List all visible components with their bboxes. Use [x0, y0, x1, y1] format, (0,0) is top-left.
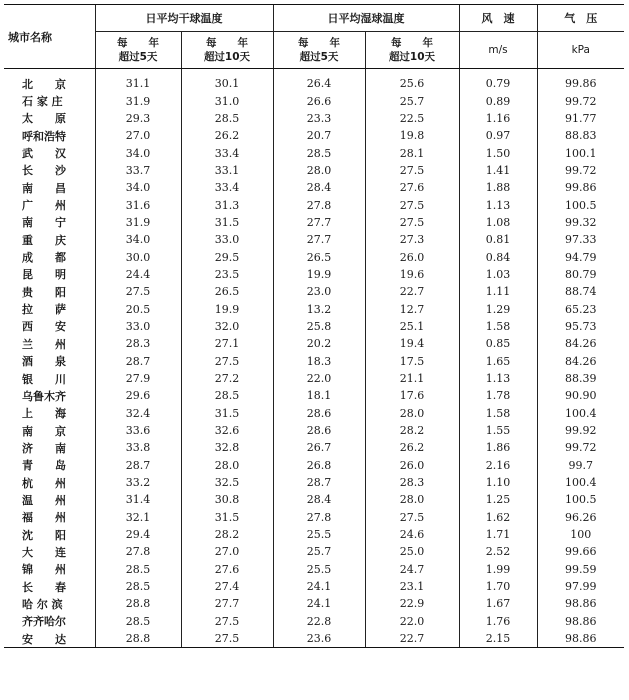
pressure-cell: 100.4 — [537, 405, 624, 422]
dry-bulb-10day-cell: 33.1 — [181, 162, 273, 179]
dry-bulb-10day-cell: 27.5 — [181, 353, 273, 370]
table-row — [4, 491, 624, 508]
wind-unit-header: m/s — [459, 32, 537, 69]
wet-bulb-5day-cell: 24.1 — [273, 578, 365, 595]
dry-bulb-5day-cell: 33.7 — [95, 162, 181, 179]
table-row — [4, 630, 624, 648]
header-row-2 — [4, 32, 624, 69]
wet-bulb-10day-cell: 24.7 — [365, 561, 459, 578]
wet-bulb-header: 日平均湿球温度 — [273, 5, 459, 32]
dry-bulb-10day-cell: 27.1 — [181, 335, 273, 352]
table-row — [4, 300, 624, 317]
dry-bulb-10day-cell: 31.3 — [181, 196, 273, 213]
dry-bulb-10day-cell: 31.5 — [181, 509, 273, 526]
city-name-cell: 西 安 — [22, 320, 66, 334]
wind-speed-cell: 0.85 — [459, 335, 537, 352]
wet-bulb-5day-cell: 25.8 — [273, 318, 365, 335]
table-row — [4, 266, 624, 283]
table-row — [4, 422, 624, 439]
pressure-cell: 88.39 — [537, 370, 624, 387]
pressure-cell: 84.26 — [537, 353, 624, 370]
pressure-cell: 98.86 — [537, 595, 624, 612]
wet-bulb-5day-cell: 18.1 — [273, 387, 365, 404]
table-row — [4, 335, 624, 352]
pressure-cell: 99.7 — [537, 457, 624, 474]
dry-bulb-10day-cell: 30.1 — [181, 69, 273, 93]
wet-bulb-10day-cell: 22.5 — [365, 110, 459, 127]
wet-bulb-5day-cell: 28.0 — [273, 162, 365, 179]
dry-bulb-10day-cell: 33.0 — [181, 231, 273, 248]
table-row — [4, 144, 624, 161]
table-row — [4, 248, 624, 265]
wind-speed-cell: 1.13 — [459, 370, 537, 387]
city-name-cell: 沈 阳 — [22, 528, 66, 542]
city-name-cell: 锦 州 — [22, 563, 66, 577]
dry-bulb-10day-cell: 27.4 — [181, 578, 273, 595]
wind-speed-cell: 1.16 — [459, 110, 537, 127]
dry-bulb-10day-cell: 32.8 — [181, 439, 273, 456]
wet-bulb-5day-cell: 20.7 — [273, 127, 365, 144]
dry-bulb-10day-cell: 32.6 — [181, 422, 273, 439]
dry-bulb-5day-cell: 27.5 — [95, 283, 181, 300]
wet-bulb-5day-cell: 22.0 — [273, 370, 365, 387]
dry-bulb-5day-cell: 34.0 — [95, 231, 181, 248]
pressure-cell: 99.59 — [537, 561, 624, 578]
table-row — [4, 110, 624, 127]
pressure-cell: 88.74 — [537, 283, 624, 300]
pressure-cell: 97.33 — [537, 231, 624, 248]
wet-bulb-5day-cell: 20.2 — [273, 335, 365, 352]
pressure-cell: 99.86 — [537, 69, 624, 93]
wind-speed-cell: 1.41 — [459, 162, 537, 179]
table-row — [4, 179, 624, 196]
dry-bulb-5day-cell: 28.3 — [95, 335, 181, 352]
wet-bulb-10day-cell: 22.7 — [365, 283, 459, 300]
pressure-cell: 95.73 — [537, 318, 624, 335]
dry-bulb-5day-cell: 31.1 — [95, 69, 181, 93]
wet-bulb-10day-cell: 27.5 — [365, 214, 459, 231]
wet-bulb-10day-cell: 28.2 — [365, 422, 459, 439]
wet-bulb-5day-cell: 25.5 — [273, 526, 365, 543]
dry-bulb-5day-cell: 28.5 — [95, 613, 181, 630]
wind-speed-header: 风 速 — [459, 5, 537, 32]
wet-bulb-10day-cell: 17.5 — [365, 353, 459, 370]
pressure-cell: 99.72 — [537, 92, 624, 109]
table-row — [4, 318, 624, 335]
wind-speed-cell: 2.16 — [459, 457, 537, 474]
wet-bulb-5day-cell: 28.6 — [273, 405, 365, 422]
climate-table-container — [4, 4, 624, 648]
dry-bulb-10day-cell: 29.5 — [181, 248, 273, 265]
wind-speed-cell: 1.55 — [459, 422, 537, 439]
pressure-cell: 99.72 — [537, 439, 624, 456]
wind-speed-cell: 2.15 — [459, 630, 537, 648]
wind-speed-cell: 1.29 — [459, 300, 537, 317]
dry-bulb-5day-cell: 28.5 — [95, 561, 181, 578]
dry-bulb-10day-cell: 23.5 — [181, 266, 273, 283]
city-name-cell: 长 沙 — [22, 164, 66, 178]
dry-bulb-10day-cell: 28.0 — [181, 457, 273, 474]
dry-bulb-5day-cell: 28.7 — [95, 457, 181, 474]
wind-speed-cell: 1.76 — [459, 613, 537, 630]
wet-bulb-10day-cell: 27.3 — [365, 231, 459, 248]
wet-bulb-5day-cell: 18.3 — [273, 353, 365, 370]
wet-bulb-10day-cell: 26.0 — [365, 248, 459, 265]
pressure-header: 气 压 — [537, 5, 624, 32]
dry-bulb-10day-cell: 26.2 — [181, 127, 273, 144]
wind-speed-cell: 1.88 — [459, 179, 537, 196]
wet-bulb-10day-cell: 17.6 — [365, 387, 459, 404]
dry-bulb-5day-cell: 34.0 — [95, 144, 181, 161]
dry-bulb-5day-header: 每 年 超过5天 — [95, 32, 181, 69]
table-row — [4, 231, 624, 248]
city-name-cell: 拉 萨 — [22, 303, 66, 317]
table-row — [4, 283, 624, 300]
wind-speed-cell: 1.78 — [459, 387, 537, 404]
pressure-cell: 100.4 — [537, 474, 624, 491]
wet-bulb-10day-cell: 19.4 — [365, 335, 459, 352]
wind-speed-cell: 0.84 — [459, 248, 537, 265]
wet-bulb-10day-cell: 25.6 — [365, 69, 459, 93]
wind-speed-cell: 1.71 — [459, 526, 537, 543]
wet-bulb-10day-cell: 27.5 — [365, 196, 459, 213]
pressure-cell: 98.86 — [537, 613, 624, 630]
wet-bulb-5day-cell: 23.3 — [273, 110, 365, 127]
pressure-cell: 88.83 — [537, 127, 624, 144]
pressure-cell: 65.23 — [537, 300, 624, 317]
dry-bulb-5day-cell: 28.8 — [95, 595, 181, 612]
city-name-cell: 福 州 — [22, 511, 66, 525]
city-name-cell: 北 京 — [22, 77, 66, 91]
header-row-1 — [4, 5, 624, 32]
table-row — [4, 196, 624, 213]
pressure-cell: 99.86 — [537, 179, 624, 196]
table-row — [4, 127, 624, 144]
table-row — [4, 92, 624, 109]
wet-bulb-10day-cell: 24.6 — [365, 526, 459, 543]
city-name-cell: 银 川 — [22, 372, 66, 386]
table-row — [4, 69, 624, 93]
wet-bulb-5day-cell: 28.4 — [273, 179, 365, 196]
wet-bulb-5day-cell: 28.5 — [273, 144, 365, 161]
city-name-cell: 安 达 — [4, 630, 95, 648]
dry-bulb-10day-cell: 27.5 — [181, 613, 273, 630]
dry-bulb-10day-cell: 31.5 — [181, 405, 273, 422]
wind-speed-cell: 1.03 — [459, 266, 537, 283]
wind-speed-cell: 1.86 — [459, 439, 537, 456]
dry-bulb-10day-cell: 19.9 — [181, 300, 273, 317]
dry-bulb-5day-cell: 33.2 — [95, 474, 181, 491]
climate-data-table — [4, 4, 624, 648]
dry-bulb-5day-cell: 34.0 — [95, 179, 181, 196]
dry-bulb-5day-cell: 27.0 — [95, 127, 181, 144]
dry-bulb-5day-cell: 31.9 — [95, 214, 181, 231]
wet-bulb-5day-cell: 25.5 — [273, 561, 365, 578]
wind-speed-cell: 1.99 — [459, 561, 537, 578]
pressure-cell: 100.5 — [537, 491, 624, 508]
wet-bulb-10day-cell: 28.0 — [365, 491, 459, 508]
wet-bulb-5day-cell: 23.6 — [273, 630, 365, 648]
wind-speed-cell: 1.11 — [459, 283, 537, 300]
dry-bulb-10day-cell: 31.5 — [181, 214, 273, 231]
city-name-cell: 南 京 — [22, 424, 66, 438]
wind-speed-cell: 1.10 — [459, 474, 537, 491]
pressure-cell: 99.72 — [537, 162, 624, 179]
city-name-cell: 长 春 — [22, 580, 66, 594]
wet-bulb-5day-cell: 27.7 — [273, 214, 365, 231]
table-body — [4, 69, 624, 648]
wet-bulb-10day-cell: 25.1 — [365, 318, 459, 335]
wind-speed-cell: 1.62 — [459, 509, 537, 526]
dry-bulb-10day-header: 每 年 超过10天 — [181, 32, 273, 69]
city-name-cell: 南 宁 — [22, 216, 66, 230]
table-row — [4, 387, 624, 404]
wet-bulb-10day-cell: 12.7 — [365, 300, 459, 317]
wind-speed-cell: 1.65 — [459, 353, 537, 370]
dry-bulb-10day-cell: 28.5 — [181, 110, 273, 127]
dry-bulb-10day-cell: 27.2 — [181, 370, 273, 387]
pressure-cell: 90.90 — [537, 387, 624, 404]
pressure-cell: 91.77 — [537, 110, 624, 127]
table-row — [4, 474, 624, 491]
dry-bulb-5day-cell: 24.4 — [95, 266, 181, 283]
wind-speed-cell: 1.50 — [459, 144, 537, 161]
pressure-cell: 100.1 — [537, 144, 624, 161]
wet-bulb-10day-cell: 25.0 — [365, 543, 459, 560]
wet-bulb-5day-cell: 28.6 — [273, 422, 365, 439]
wet-bulb-5day-cell: 25.7 — [273, 543, 365, 560]
city-name-cell: 昆 明 — [22, 268, 66, 282]
table-row — [4, 613, 624, 630]
table-row — [4, 353, 624, 370]
city-name-cell: 重 庆 — [22, 233, 66, 247]
pressure-cell: 100 — [537, 526, 624, 543]
wet-bulb-10day-cell: 26.2 — [365, 439, 459, 456]
wind-speed-cell: 0.79 — [459, 69, 537, 93]
dry-bulb-10day-cell: 27.7 — [181, 595, 273, 612]
dry-bulb-5day-cell: 27.8 — [95, 543, 181, 560]
wet-bulb-5day-cell: 26.4 — [273, 69, 365, 93]
city-name-cell: 杭 州 — [22, 476, 66, 490]
city-name-cell: 成 都 — [22, 251, 66, 265]
wind-speed-cell: 2.52 — [459, 543, 537, 560]
dry-bulb-5day-cell: 31.6 — [95, 196, 181, 213]
dry-bulb-5day-cell: 29.3 — [95, 110, 181, 127]
dry-bulb-5day-cell: 33.6 — [95, 422, 181, 439]
city-name-cell: 广 州 — [22, 199, 66, 213]
wind-speed-cell: 1.13 — [459, 196, 537, 213]
city-name-cell: 酒 泉 — [22, 355, 66, 369]
dry-bulb-10day-cell: 32.0 — [181, 318, 273, 335]
city-name-cell: 南 昌 — [22, 181, 66, 195]
wind-speed-cell: 1.70 — [459, 578, 537, 595]
table-row — [4, 405, 624, 422]
city-name-cell: 上 海 — [22, 407, 66, 421]
wet-bulb-10day-cell: 27.5 — [365, 162, 459, 179]
wet-bulb-10day-cell: 22.9 — [365, 595, 459, 612]
dry-bulb-5day-cell: 33.8 — [95, 439, 181, 456]
dry-bulb-10day-cell: 26.5 — [181, 283, 273, 300]
wind-speed-cell: 1.08 — [459, 214, 537, 231]
city-name-cell: 太 原 — [22, 112, 66, 126]
pressure-cell: 99.66 — [537, 543, 624, 560]
city-name-cell: 济 南 — [22, 441, 66, 455]
wet-bulb-5day-cell: 27.8 — [273, 509, 365, 526]
dry-bulb-10day-cell: 30.8 — [181, 491, 273, 508]
table-row — [4, 595, 624, 612]
wet-bulb-10day-header: 每 年 超过10天 — [365, 32, 459, 69]
wind-speed-cell: 0.81 — [459, 231, 537, 248]
wet-bulb-10day-cell: 28.3 — [365, 474, 459, 491]
wet-bulb-10day-cell: 25.7 — [365, 92, 459, 109]
pressure-cell: 99.32 — [537, 214, 624, 231]
dry-bulb-10day-cell: 27.6 — [181, 561, 273, 578]
dry-bulb-10day-cell: 27.0 — [181, 543, 273, 560]
pressure-cell: 100.5 — [537, 196, 624, 213]
wet-bulb-5day-header: 每 年 超过5天 — [273, 32, 365, 69]
wet-bulb-5day-cell: 28.4 — [273, 491, 365, 508]
city-name-cell: 石 家 庄 — [22, 95, 63, 109]
wet-bulb-10day-cell: 22.7 — [365, 630, 459, 648]
wet-bulb-5day-cell: 19.9 — [273, 266, 365, 283]
wet-bulb-10day-cell: 22.0 — [365, 613, 459, 630]
dry-bulb-5day-cell: 28.8 — [95, 630, 181, 648]
city-name-cell: 兰 州 — [22, 337, 66, 351]
city-name-cell: 呼和浩特 — [22, 129, 66, 143]
dry-bulb-10day-cell: 33.4 — [181, 179, 273, 196]
dry-bulb-5day-cell: 33.0 — [95, 318, 181, 335]
city-name-cell: 乌鲁木齐 — [22, 389, 66, 403]
wet-bulb-10day-cell: 19.8 — [365, 127, 459, 144]
wet-bulb-5day-cell: 26.5 — [273, 248, 365, 265]
dry-bulb-10day-cell: 33.4 — [181, 144, 273, 161]
wet-bulb-5day-cell: 26.6 — [273, 92, 365, 109]
city-name-cell: 贵 阳 — [22, 285, 66, 299]
city-name-cell: 哈 尔 滨 — [22, 597, 63, 611]
pressure-cell: 97.99 — [537, 578, 624, 595]
table-row — [4, 526, 624, 543]
dry-bulb-5day-cell: 30.0 — [95, 248, 181, 265]
wind-speed-cell: 0.89 — [459, 92, 537, 109]
pressure-unit-header: kPa — [537, 32, 624, 69]
pressure-cell: 84.26 — [537, 335, 624, 352]
wet-bulb-5day-cell: 24.1 — [273, 595, 365, 612]
wet-bulb-5day-cell: 26.8 — [273, 457, 365, 474]
dry-bulb-5day-cell: 28.5 — [95, 578, 181, 595]
wet-bulb-5day-cell: 27.8 — [273, 196, 365, 213]
dry-bulb-10day-cell: 28.5 — [181, 387, 273, 404]
table-row — [4, 162, 624, 179]
wet-bulb-10day-cell: 28.1 — [365, 144, 459, 161]
wet-bulb-5day-cell: 23.0 — [273, 283, 365, 300]
table-row — [4, 370, 624, 387]
dry-bulb-5day-cell: 29.4 — [95, 526, 181, 543]
city-name-cell: 齐齐哈尔 — [22, 615, 66, 629]
table-row — [4, 509, 624, 526]
wet-bulb-10day-cell: 26.0 — [365, 457, 459, 474]
dry-bulb-5day-cell: 32.1 — [95, 509, 181, 526]
wet-bulb-5day-cell: 13.2 — [273, 300, 365, 317]
wind-speed-cell: 0.97 — [459, 127, 537, 144]
wind-speed-cell: 1.67 — [459, 595, 537, 612]
table-row — [4, 578, 624, 595]
dry-bulb-5day-cell: 28.7 — [95, 353, 181, 370]
dry-bulb-5day-cell: 31.4 — [95, 491, 181, 508]
dry-bulb-5day-cell: 27.9 — [95, 370, 181, 387]
wind-speed-cell: 1.58 — [459, 405, 537, 422]
wet-bulb-5day-cell: 28.7 — [273, 474, 365, 491]
city-name-header: 城市名称 — [4, 5, 95, 69]
dry-bulb-10day-cell: 27.5 — [181, 630, 273, 648]
table-row — [4, 214, 624, 231]
pressure-cell: 99.92 — [537, 422, 624, 439]
city-name-cell: 大 连 — [22, 545, 66, 559]
wet-bulb-5day-cell: 22.8 — [273, 613, 365, 630]
pressure-cell: 96.26 — [537, 509, 624, 526]
dry-bulb-5day-cell: 32.4 — [95, 405, 181, 422]
wet-bulb-10day-cell: 19.6 — [365, 266, 459, 283]
city-name-cell: 武 汉 — [22, 147, 66, 161]
pressure-cell: 98.86 — [537, 630, 624, 648]
dry-bulb-header: 日平均干球温度 — [95, 5, 273, 32]
table-row — [4, 439, 624, 456]
dry-bulb-5day-cell: 20.5 — [95, 300, 181, 317]
dry-bulb-10day-cell: 28.2 — [181, 526, 273, 543]
table-row — [4, 543, 624, 560]
dry-bulb-5day-cell: 31.9 — [95, 92, 181, 109]
dry-bulb-10day-cell: 31.0 — [181, 92, 273, 109]
city-name-cell: 温 州 — [22, 493, 66, 507]
wet-bulb-10day-cell: 21.1 — [365, 370, 459, 387]
dry-bulb-10day-cell: 32.5 — [181, 474, 273, 491]
wet-bulb-5day-cell: 27.7 — [273, 231, 365, 248]
table-row — [4, 457, 624, 474]
wet-bulb-10day-cell: 28.0 — [365, 405, 459, 422]
wet-bulb-5day-cell: 26.7 — [273, 439, 365, 456]
pressure-cell: 94.79 — [537, 248, 624, 265]
dry-bulb-5day-cell: 29.6 — [95, 387, 181, 404]
city-name-cell: 青 岛 — [22, 459, 66, 473]
wet-bulb-10day-cell: 27.6 — [365, 179, 459, 196]
wind-speed-cell: 1.25 — [459, 491, 537, 508]
pressure-cell: 80.79 — [537, 266, 624, 283]
wind-speed-cell: 1.58 — [459, 318, 537, 335]
table-row — [4, 561, 624, 578]
wet-bulb-10day-cell: 23.1 — [365, 578, 459, 595]
wet-bulb-10day-cell: 27.5 — [365, 509, 459, 526]
